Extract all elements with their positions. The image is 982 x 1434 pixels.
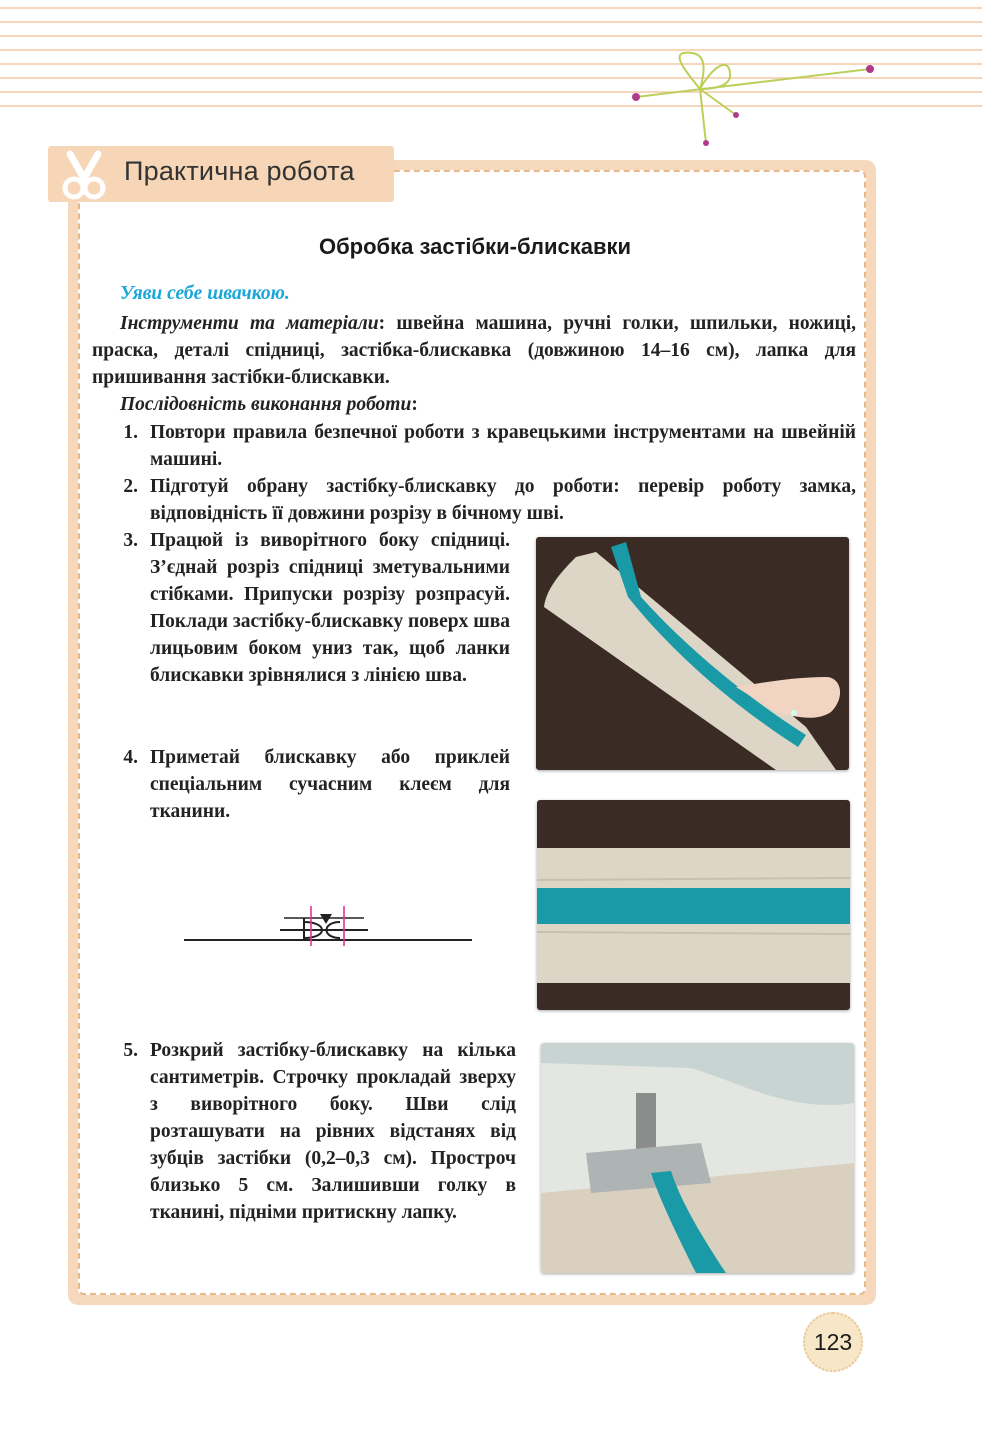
step-5-text: Розкрий застібку-блискавку на кілька сантиметрів. Строчку прокладай зверху з виворітного боку. Шви слід розташувати на рівних відстанях від зубців застібки (0,2–0,3 см). Простроч близько 5 см. Залишивши голку в тканині, підніми притискну лапку. — [150, 1040, 516, 1223]
sequence-label: Послідовність виконання роботи — [120, 394, 412, 415]
step-number: 4. — [123, 747, 138, 768]
step-2-text: Підготуй обрану застібку-блискавку до роботи: перевір роботу замка, відповідність її довжини розрізу в бічному шві. — [150, 476, 856, 524]
step-number: 1. — [123, 422, 138, 443]
step-number: 2. — [123, 476, 138, 497]
sequence-colon: : — [411, 394, 418, 415]
photo-zipper-seam — [537, 800, 850, 1010]
step-3-text: Працюй із виворітного боку спідниці. З’єднай розріз спідниці зметувальними стібками. Припуски розрізу розпрасуй. Поклади застібку-блискавку поверх шва лицьовим боком униз так, щоб ланки блискавки зрівнялися з лінією шва. — [150, 530, 510, 686]
tools-label: Інструменти та матеріали — [120, 313, 379, 334]
step-number: 3. — [123, 530, 138, 551]
step-1-text: Повтори правила безпечної роботи з кравецькими інструментами на швейній машині. — [150, 422, 856, 470]
step-4-text: Приметай блискавку або приклей спеціальним сучасним клеєм для тканини. — [150, 747, 510, 822]
section-title: Практична робота — [124, 156, 355, 186]
page-number: 123 — [803, 1312, 863, 1372]
intro-line: Уяви себе швачкою. — [120, 283, 290, 304]
tools-text: : швейна машина, ручні голки, шпильки, ножиці, праска, деталі спідниці, застібка-блискавка (довжиною 14–16 см), лапка для пришивання застібки-блискавки. — [92, 313, 857, 388]
scissors-icon — [56, 148, 112, 204]
sequence-heading — [120, 391, 418, 418]
step-number: 5. — [123, 1040, 138, 1061]
ribbon-decoration — [620, 45, 890, 155]
seam-diagram — [180, 900, 480, 950]
tools-paragraph — [92, 310, 856, 391]
photo-sewing-machine — [541, 1043, 854, 1273]
page-title: Обробка застібки-блискавки — [318, 234, 632, 259]
photo-zipper-on-fabric — [536, 537, 849, 770]
